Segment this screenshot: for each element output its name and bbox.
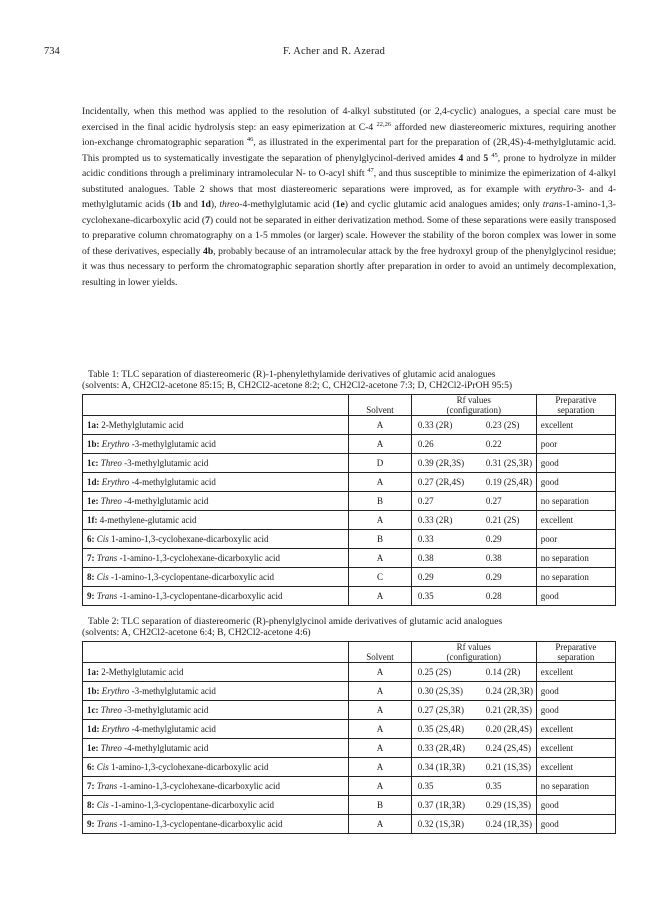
citation: 45 [491, 151, 498, 159]
rf-value-1: 0.33 (2R) [417, 420, 453, 430]
compound-cell [83, 568, 349, 587]
rf-value-1: 0.33 (2R) [417, 515, 453, 525]
compound-ref: 5 [483, 152, 489, 164]
rf-value-1: 0.39 (2R,3S) [417, 458, 465, 468]
compound-id: 1f: [87, 515, 98, 525]
stereo-prefix: Erythro [101, 477, 130, 487]
solvent-cell: A [349, 473, 412, 492]
text-segment: , and thus susceptible to minimize the epimerization of 4-alkyl substituted analogues. Table 2 shows that most diastereomeric separations were improved, as for example with [82, 168, 616, 195]
solvent-cell: C [349, 568, 412, 587]
compound-id: 7: [87, 553, 95, 563]
rf-value-2: 0.23 (2S) [485, 420, 520, 430]
body-paragraph [82, 104, 616, 290]
table-row [83, 796, 616, 815]
compound-ref: 7 [205, 214, 210, 226]
rf-cell [411, 720, 536, 739]
compound-cell [83, 511, 349, 530]
compound-name: -1-amino-1,3-cyclohexane-dicarboxylic acid [117, 553, 280, 563]
table-row [83, 549, 616, 568]
table-row [83, 720, 616, 739]
text-segment: ) and cyclic glutamic acid analogues amides; only [344, 199, 543, 210]
header-prep-sub: separation [536, 405, 615, 416]
compound-id: 1a: [87, 420, 99, 430]
table-row [83, 777, 616, 796]
compound-cell [83, 435, 349, 454]
prep-cell: no separation [536, 568, 615, 587]
compound-ref: 1e [335, 199, 345, 210]
citation: 47 [367, 166, 374, 174]
compound-id: 8: [87, 800, 95, 810]
rf-value-2: 0.24 (2R,3R) [485, 686, 534, 696]
prep-cell: excellent [536, 720, 615, 739]
compound-cell [83, 815, 349, 834]
rf-value-1: 0.33 (2R,4R) [417, 743, 466, 753]
rf-value-1: 0.35 [417, 781, 434, 791]
solvent-cell: A [349, 587, 412, 606]
header-rf-sub: (configuration) [411, 405, 536, 416]
compound-ref: 4 [458, 152, 464, 164]
compound-name: -3-methylglutamic acid [129, 439, 216, 449]
rf-cell [411, 454, 536, 473]
prep-cell: good [536, 796, 615, 815]
compound-name: -1-amino-1,3-cyclopentane-dicarboxylic acid [108, 572, 274, 582]
compound-name: 2-Methylglutamic acid [101, 420, 184, 430]
prep-cell: good [536, 682, 615, 701]
prep-cell: excellent [536, 511, 615, 530]
prep-cell: poor [536, 435, 615, 454]
compound-name: -4-methylglutamic acid [121, 496, 209, 506]
rf-cell [411, 815, 536, 834]
compound-cell [83, 758, 349, 777]
rf-value-2: 0.31 (2S,3R) [485, 458, 533, 468]
rf-value-1: 0.25 (2S) [417, 667, 452, 677]
compound-name: -1-amino-1,3-cyclopentane-dicarboxylic acid [117, 591, 283, 601]
table-header-row [83, 642, 616, 653]
solvent-cell: B [349, 796, 412, 815]
solvent-cell: B [349, 530, 412, 549]
stereo-prefix: Trans [96, 591, 118, 601]
compound-id: 6: [87, 534, 95, 544]
header-compound [83, 395, 349, 416]
table-row [83, 739, 616, 758]
stereo-prefix: Threo [100, 743, 122, 753]
table-2-caption [82, 617, 622, 639]
text-segment: -3- and 4-methylglutamic acids ( [82, 183, 617, 210]
solvent-cell: A [349, 739, 412, 758]
solvent-cell: A [349, 777, 412, 796]
rf-cell [411, 663, 536, 682]
solvent-cell: A [349, 416, 412, 435]
prep-cell: excellent [536, 663, 615, 682]
table-2 [82, 641, 616, 834]
table-row [83, 473, 616, 492]
compound-id: 1b: [87, 439, 100, 449]
rf-cell [411, 473, 536, 492]
table-1-solvents: (solvents: A, CH2Cl2-acetone 85:15; B, CH2Cl2-acetone 8:2; C, CH2Cl2-acetone 7:3; D, CH2Cl2-iPrOH 95:5) [82, 379, 513, 391]
compound-ref: 4b [203, 245, 214, 257]
rf-value-2: 0.28 [485, 591, 502, 601]
prep-cell: good [536, 701, 615, 720]
solvent-cell: A [349, 682, 412, 701]
solvent-cell: A [349, 549, 412, 568]
rf-value-1: 0.27 (2R,4S) [417, 477, 465, 487]
rf-value-1: 0.35 (2S,4R) [417, 724, 465, 734]
compound-cell [83, 454, 349, 473]
table-row [83, 511, 616, 530]
rf-cell [411, 416, 536, 435]
text-segment: ), [210, 199, 220, 210]
stereo-prefix: trans [542, 199, 563, 210]
header-rf: Rf values [411, 395, 536, 406]
solvent-cell: A [349, 663, 412, 682]
solvent-cell: A [349, 720, 412, 739]
rf-value-1: 0.37 (1R,3R) [417, 800, 466, 810]
rf-value-1: 0.32 (1S,3R) [417, 819, 465, 829]
compound-id: 9: [87, 591, 95, 601]
compound-cell [83, 549, 349, 568]
rf-value-2: 0.38 [485, 553, 502, 563]
compound-name: 2-Methylglutamic acid [101, 667, 184, 677]
compound-cell [83, 720, 349, 739]
rf-value-2: 0.21 (1S,3S) [485, 762, 532, 772]
rf-value-2: 0.19 (2S,4R) [485, 477, 533, 487]
stereo-prefix: Erythro [101, 439, 130, 449]
prep-cell: excellent [536, 739, 615, 758]
stereo-prefix: Trans [96, 819, 118, 829]
rf-cell [411, 758, 536, 777]
table-row [83, 587, 616, 606]
solvent-cell: A [349, 511, 412, 530]
rf-value-2: 0.29 [485, 572, 502, 582]
rf-value-1: 0.27 [417, 496, 434, 506]
text-segment: afforded new diastereomeric mixtures, requiring another ion-exchange chromatographic separation [82, 121, 616, 148]
compound-id: 1a: [87, 667, 99, 677]
compound-ref: 1d [200, 199, 211, 210]
rf-cell [411, 511, 536, 530]
compound-name: -1-amino-1,3-cyclopentane-dicarboxylic acid [117, 819, 283, 829]
table-row [83, 701, 616, 720]
table-2-solvents: (solvents: A, CH2Cl2-acetone 6:4; B, CH2Cl2-acetone 4:6) [82, 626, 311, 638]
stereo-prefix: Erythro [101, 686, 130, 696]
rf-cell [411, 701, 536, 720]
header-solvent: Solvent [349, 395, 412, 416]
rf-value-2: 0.21 (2S) [485, 515, 520, 525]
compound-name: 1-amino-1,3-cyclohexane-dicarboxylic acid [108, 534, 269, 544]
compound-id: 7: [87, 781, 95, 791]
compound-name: -3-methylglutamic acid [129, 686, 216, 696]
table-row [83, 492, 616, 511]
page-number: 734 [44, 46, 60, 57]
table-row [83, 758, 616, 777]
compound-id: 1d: [87, 724, 100, 734]
compound-id: 1c: [87, 705, 99, 715]
table-row [83, 682, 616, 701]
table-row [83, 416, 616, 435]
rf-value-1: 0.38 [417, 553, 434, 563]
stereo-prefix: Trans [96, 781, 118, 791]
text-segment: and [463, 152, 484, 164]
rf-value-1: 0.30 (2S,3S) [417, 686, 464, 696]
header-compound [83, 642, 349, 663]
prep-cell: no separation [536, 549, 615, 568]
stereo-prefix: Cis [96, 762, 109, 772]
rf-value-1: 0.27 (2S,3R) [417, 705, 465, 715]
compound-cell [83, 701, 349, 720]
compound-id: 1e: [87, 743, 99, 753]
header-rf-sub: (configuration) [411, 652, 536, 663]
compound-name: -1-amino-1,3-cyclohexane-dicarboxylic acid [117, 781, 280, 791]
prep-cell: no separation [536, 492, 615, 511]
compound-cell [83, 473, 349, 492]
prep-cell: excellent [536, 758, 615, 777]
table-1-caption [82, 370, 622, 392]
table-row [83, 435, 616, 454]
table-row [83, 663, 616, 682]
rf-cell [411, 796, 536, 815]
compound-cell [83, 416, 349, 435]
stereo-prefix: Erythro [101, 724, 130, 734]
stereo-prefix: Threo [100, 458, 122, 468]
compound-id: 8: [87, 572, 95, 582]
table-1 [82, 394, 616, 606]
stereo-prefix: Cis [96, 534, 109, 544]
rf-value-2: 0.27 [485, 496, 502, 506]
prep-cell: good [536, 454, 615, 473]
compound-cell [83, 682, 349, 701]
compound-name: 1-amino-1,3-cyclohexane-dicarboxylic acid [108, 762, 269, 772]
compound-id: 1e: [87, 496, 99, 506]
table-1-title: Table 1: TLC separation of diastereomeric (R)-1-phenylethylamide derivatives of glutamic acid analogues [88, 369, 496, 380]
compound-cell [83, 530, 349, 549]
rf-value-2: 0.20 (2R,4S) [485, 724, 533, 734]
rf-cell [411, 739, 536, 758]
rf-cell [411, 587, 536, 606]
table-row [83, 568, 616, 587]
compound-name: 4-methylene-glutamic acid [99, 515, 197, 525]
solvent-cell: B [349, 492, 412, 511]
stereo-prefix: erythro [545, 183, 574, 195]
text-segment: , as illustrated in the experimental part for the preparation of (2R,4S)-4-methylglutamic acid. This prompted us to systematically investigate the separation of phenylglycinol-derived amides [82, 137, 617, 164]
rf-value-1: 0.26 [417, 439, 434, 449]
solvent-cell: D [349, 454, 412, 473]
header-prep: Preparative [536, 642, 615, 653]
rf-value-1: 0.33 [417, 534, 434, 544]
compound-name: -4-methylglutamic acid [129, 724, 216, 734]
prep-cell: good [536, 815, 615, 834]
compound-id: 1b: [87, 686, 100, 696]
solvent-cell: A [349, 701, 412, 720]
rf-cell [411, 682, 536, 701]
compound-cell [83, 492, 349, 511]
stereo-prefix: Threo [100, 496, 122, 506]
header-prep: Preparative [536, 395, 615, 406]
stereo-prefix: Trans [96, 553, 118, 563]
rf-cell [411, 530, 536, 549]
text-segment: and [181, 199, 201, 210]
text-segment: , prone to hydrolyze in milder acidic conditions through a preliminary intramolecular N- to O-acyl shift [82, 152, 616, 179]
compound-cell [83, 587, 349, 606]
rf-value-1: 0.35 [417, 591, 434, 601]
prep-cell: poor [536, 530, 615, 549]
rf-cell [411, 777, 536, 796]
rf-value-1: 0.34 (1R,3R) [417, 762, 466, 772]
solvent-cell: A [349, 435, 412, 454]
compound-name: -4-methylglutamic acid [121, 743, 209, 753]
prep-cell: no separation [536, 777, 615, 796]
compound-ref: 1b [170, 199, 182, 210]
rf-cell [411, 492, 536, 511]
rf-value-2: 0.22 [485, 439, 502, 449]
table-row [83, 530, 616, 549]
compound-cell [83, 796, 349, 815]
stereo-prefix: Threo [100, 705, 122, 715]
rf-value-2: 0.29 (1S,3S) [485, 800, 532, 810]
compound-cell [83, 663, 349, 682]
text-segment: , probably because of an intramolecular attack by the free hydroxyl group of the phenylglycinol residue; it was thus necessary to perform the chromatographic separation shortly after preparation in order to avoid an untimely decomplexation, resulting in lower yields. [82, 245, 616, 288]
table-2-title: Table 2: TLC separation of diastereomeric (R)-phenylglycinol amide derivatives of glutamic acid analogues [88, 616, 503, 627]
stereo-prefix: threo [219, 199, 240, 210]
rf-value-2: 0.21 (2R,3S) [485, 705, 533, 715]
compound-name: -1-amino-1,3-cyclopentane-dicarboxylic acid [108, 800, 274, 810]
stereo-prefix: Cis [96, 572, 109, 582]
rf-value-1: 0.29 [417, 572, 434, 582]
table-row [83, 815, 616, 834]
rf-cell [411, 568, 536, 587]
page-header [44, 46, 624, 62]
text-segment: -1-amino-1,3-cyclohexane-dicarboxylic acid ( [82, 199, 616, 226]
compound-name: -3-methylglutamic acid [121, 705, 209, 715]
compound-id: 9: [87, 819, 95, 829]
citation: 22,26 [376, 120, 392, 128]
running-head-authors: F. Acher and R. Azerad [282, 46, 386, 57]
header-solvent: Solvent [349, 642, 412, 663]
rf-cell [411, 549, 536, 568]
text-segment: -4-methylglutamic acid ( [239, 199, 336, 210]
text-segment: Incidentally, when this method was applied to the resolution of 4-alkyl substituted (or 2,4-cyclic) analogues, a special care must be exercised in the final acidic hydrolysis step: an easy epimerization at C-4 [82, 106, 616, 133]
compound-cell [83, 739, 349, 758]
compound-id: 6: [87, 762, 95, 772]
stereo-prefix: Cis [96, 800, 109, 810]
prep-cell: good [536, 587, 615, 606]
compound-name: -3-methylglutamic acid [121, 458, 209, 468]
rf-value-2: 0.14 (2R) [485, 667, 521, 677]
compound-cell [83, 777, 349, 796]
table-row [83, 454, 616, 473]
rf-value-2: 0.24 (2S,4S) [485, 743, 532, 753]
compound-id: 1c: [87, 458, 99, 468]
rf-value-2: 0.35 [485, 781, 502, 791]
rf-cell [411, 435, 536, 454]
text-segment: ) could not be separated in either derivatization method. Some of these separations were easily transposed to preparative column chromatography on a 1-5 mmoles (or larger) scale. However the stability of the boron complex was lower in some of these derivatives, especially [82, 214, 616, 257]
solvent-cell: A [349, 758, 412, 777]
header-prep-sub: separation [536, 652, 615, 663]
compound-id: 1d: [87, 477, 100, 487]
compound-name: -4-methylglutamic acid [129, 477, 216, 487]
rf-value-2: 0.29 [485, 534, 502, 544]
header-rf: Rf values [411, 642, 536, 653]
prep-cell: good [536, 473, 615, 492]
citation: 46 [246, 135, 254, 143]
prep-cell: excellent [536, 416, 615, 435]
rf-value-2: 0.24 (1R,3S) [485, 819, 533, 829]
table-header-row [83, 395, 616, 406]
solvent-cell: A [349, 815, 412, 834]
